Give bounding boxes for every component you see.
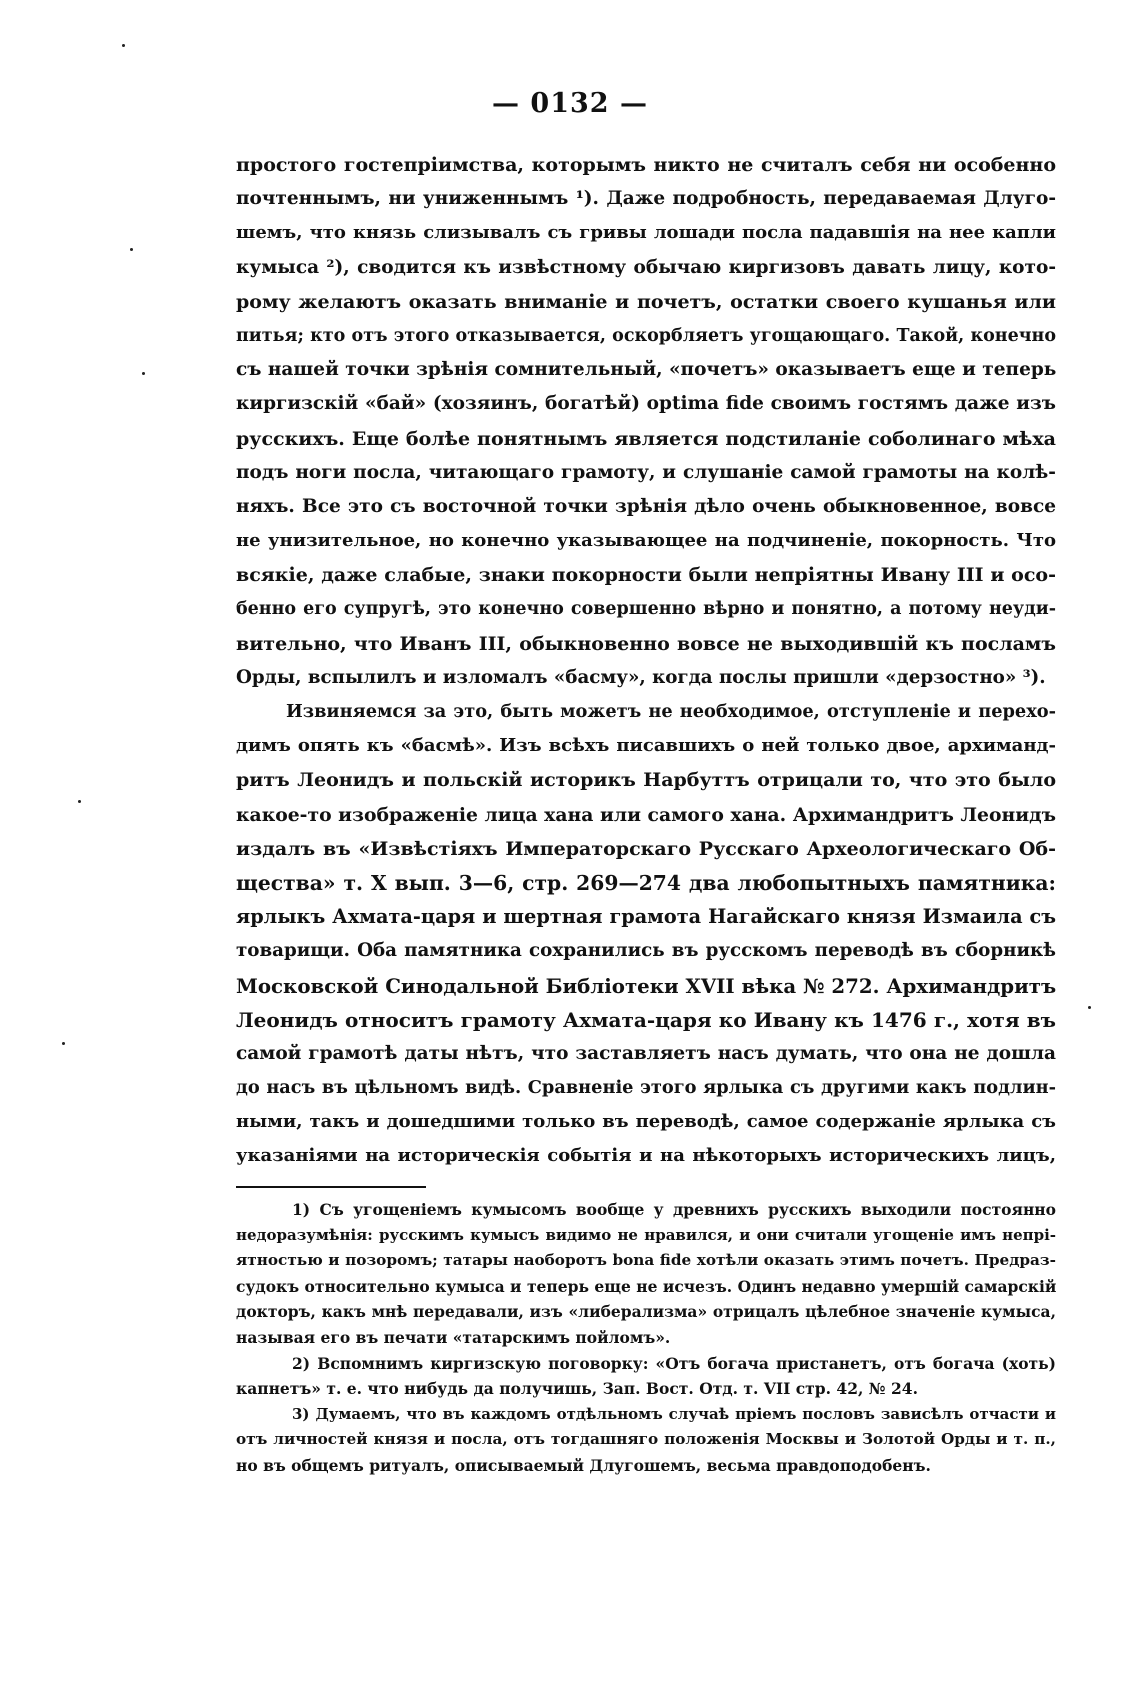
text-line: няхъ. Все это съ восточной точки зрѣнія дѣло очень обыкновенное, вовсе (236, 495, 1056, 517)
text-line: вительно, что Иванъ III, обыкновенно вовсе не выходившій къ посламъ (236, 632, 1056, 655)
text-line: кумыса ²), сводится къ извѣстному обычаю киргизовъ давать лицу, кото- (236, 256, 1056, 278)
footnote-line: 3) Думаемъ, что въ каждомъ отдѣльномъ случаѣ пріемъ пословъ зависѣлъ отчасти и (292, 1404, 1056, 1423)
text-line: издалъ въ «Извѣстіяхъ Императорскаго Русскаго Археологическаго Об- (236, 837, 1056, 860)
text-line: подъ ноги посла, читающаго грамоту, и слушаніе самой грамоты на колѣ- (236, 461, 1056, 483)
text-line: Орды, вспылилъ и изломалъ «басму», когда послы пришли «дерзостно» ³). (236, 666, 1046, 688)
text-line: Извиняемся за это, быть можетъ не необходимое, отступленіе и перехо- (286, 701, 1056, 722)
text-line: шемъ, что князь слизывалъ съ гривы лошади посла падавшія на нее капли (236, 222, 1056, 244)
text-line: щества» т. X вып. 3—6, стр. 269—274 два любопытныхъ памятника: (236, 870, 1056, 895)
main-text (236, 148, 1056, 1174)
footnote-line: недоразумѣнія: русскимъ кумысъ видимо не нравился, и они считали угощеніе имъ непрі- (236, 1225, 1056, 1244)
text-line: Леонидъ относитъ грамоту Ахмата-царя ко Ивану къ 1476 г., хотя въ (236, 1007, 1056, 1032)
scan-speck (62, 1042, 65, 1045)
text-line: всякіе, даже слабые, знаки покорности были непріятны Ивану III и осо- (236, 564, 1056, 587)
text-line: ными, такъ и дошедшими только въ переводѣ, самое содержаніе ярлыка съ (236, 1111, 1056, 1133)
text-line: ритъ Леонидъ и польскій историкъ Нарбуттъ отрицали то, что это было (236, 769, 1056, 792)
text-line: бенно его супругѣ, это конечно совершенно вѣрно и понятно, а потому неуди- (236, 599, 1056, 620)
text-line: до насъ въ цѣльномъ видѣ. Сравненіе этого ярлыка съ другими какъ подлин- (236, 1077, 1056, 1099)
text-line: киргизскій «бай» (хозяинъ, богатѣй) optima fide своимъ гостямъ даже изъ (236, 393, 1056, 415)
text-line: указаніями на историческія событія и на нѣкоторыхъ историческихъ лицъ, (236, 1145, 1056, 1167)
scan-speck (122, 44, 125, 47)
footnote-line: докторъ, какъ мнѣ передавали, изъ «либерализма» отрицалъ цѣлебное значеніе кумыса, (236, 1302, 1056, 1322)
footnote-line: отъ личностей князя и посла, отъ тогдашняго положенія Москвы и Золотой Орды и т. п., (236, 1430, 1056, 1449)
text-line: какое-то изображеніе лица хана или самого хана. Архимандритъ Леонидъ (236, 803, 1056, 826)
text-line: питья; кто отъ этого отказывается, оскорбляетъ угощающаго. Такой, конечно (236, 325, 1056, 346)
scan-speck (1088, 1006, 1091, 1009)
text-line: простого гостепріимства, которымъ никто не считалъ себя ни особенно (236, 154, 1056, 176)
footnote-line: 1) Съ угощеніемъ кумысомъ вообще у древнихъ русскихъ выходили постоянно (292, 1200, 1056, 1219)
footnote-line: ятностью и позоромъ; татары наоборотъ bona fide хотѣли оказать этимъ почетъ. Предраз- (236, 1251, 1056, 1270)
footnote-line: называя его въ печати «татарскимъ пойломъ». (236, 1327, 671, 1347)
text-line: русскихъ. Еще болѣе понятнымъ является подстиланіе соболинаго мѣха (236, 427, 1056, 450)
footnote-line: судокъ относительно кумыса и теперь еще не исчезъ. Одинъ недавно умершій самарскій (236, 1276, 1057, 1296)
page-number: — 0132 — (492, 88, 648, 119)
scan-speck (142, 372, 145, 375)
text-line: самой грамотѣ даты нѣтъ, что заставляетъ насъ думать, что она не дошла (236, 1042, 1056, 1064)
scan-speck (130, 248, 133, 251)
text-line: ярлыкъ Ахмата-царя и шертная грамота Нагайскаго князя Измаила съ (236, 905, 1056, 929)
text-line: димъ опять къ «басмѣ». Изъ всѣхъ писавшихъ о ней только двое, архиманд- (236, 735, 1056, 757)
text-line: Московской Синодальной Библіотеки XVII вѣка № 272. Архимандритъ (236, 973, 1057, 998)
text-line: рому желаютъ оказать вниманіе и почетъ, остатки своего кушанья или (236, 290, 1056, 313)
scan-speck (78, 800, 81, 803)
text-line: съ нашей точки зрѣнія сомнительный, «почетъ» оказываетъ еще и теперь (236, 359, 1057, 381)
footnote-line: капнетъ» т. е. что нибудь да получишь, Зап. Вост. Отд. т. VII стр. 42, № 24. (236, 1379, 918, 1399)
footnote-line: 2) Вспомнимъ киргизскую поговорку: «Отъ богача пристанетъ, отъ богача (хоть) (292, 1353, 1056, 1373)
text-line: товарищи. Оба памятника сохранились въ русскомъ переводѣ въ сборникѣ (236, 940, 1056, 962)
text-line: почтеннымъ, ни униженнымъ ¹). Даже подробность, передаваемая Длуго- (236, 188, 1056, 210)
footnotes (236, 1197, 1056, 1479)
footnote-line: но въ общемъ ритуалъ, описываемый Длугошемъ, весьма правдоподобенъ. (236, 1455, 931, 1475)
text-line: не унизительное, но конечно указывающее на подчиненіе, покорность. Что (236, 530, 1056, 552)
footnote-divider (236, 1186, 426, 1188)
